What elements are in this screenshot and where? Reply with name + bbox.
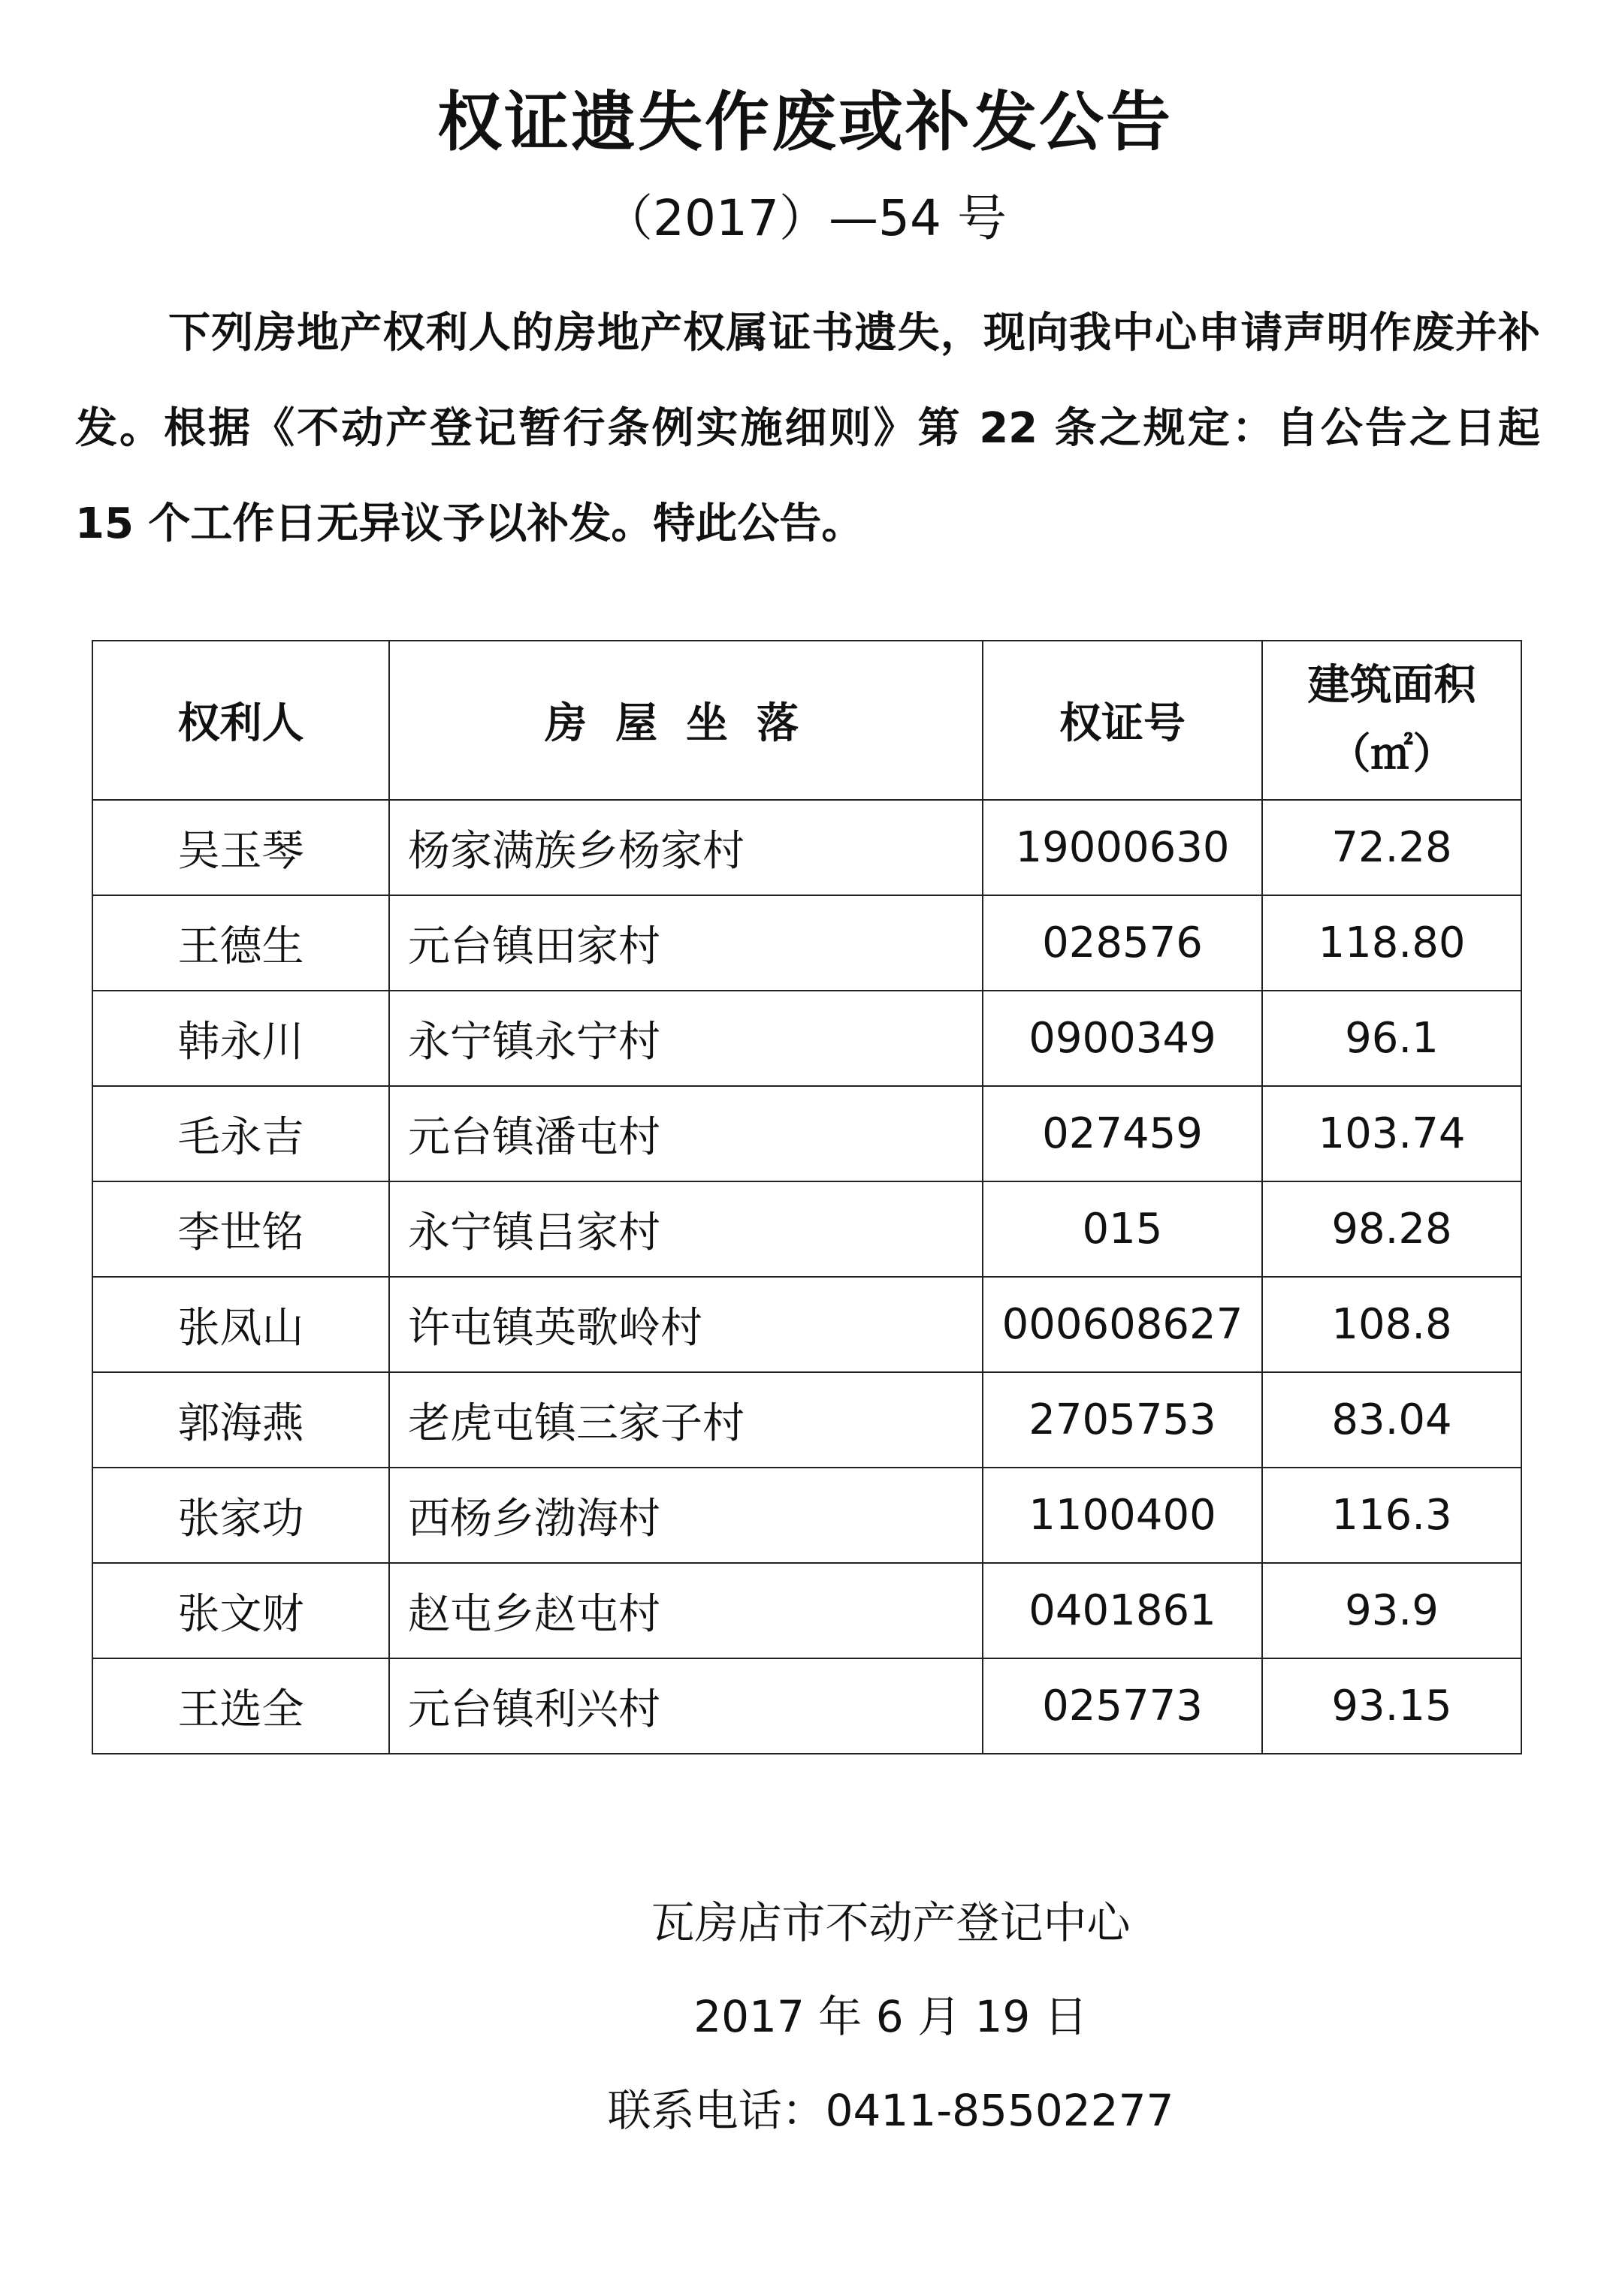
cell-floor-area: 98.28	[1262, 1181, 1521, 1277]
table-row	[92, 991, 1521, 1086]
cell-floor-area: 118.80	[1262, 895, 1521, 991]
header-floor-area	[1262, 641, 1521, 800]
header-cert-number: 权证号	[983, 641, 1262, 800]
cell-floor-area: 96.1	[1262, 991, 1521, 1086]
cell-cert-number: 2705753	[983, 1372, 1262, 1468]
cell-owner: 吴玉琴	[92, 800, 389, 895]
cell-address: 永宁镇吕家村	[389, 1181, 983, 1277]
document-number: （2017）—54 号	[603, 189, 1007, 247]
cell-address: 赵屯乡赵屯村	[389, 1563, 983, 1658]
cell-address: 许屯镇英歌岭村	[389, 1277, 983, 1372]
cell-owner: 王选全	[92, 1658, 389, 1754]
cell-floor-area: 108.8	[1262, 1277, 1521, 1372]
cell-owner: 王德生	[92, 895, 389, 991]
cell-owner: 张家功	[92, 1468, 389, 1563]
table-header-row	[92, 641, 1521, 800]
cell-cert-number: 0900349	[983, 991, 1262, 1086]
header-address: 房屋坐落	[389, 641, 983, 800]
lost-certificates-table	[92, 640, 1521, 1754]
cell-cert-number: 1100400	[983, 1468, 1262, 1563]
cell-floor-area: 93.9	[1262, 1563, 1521, 1658]
table-row	[92, 1181, 1521, 1277]
table-row	[92, 800, 1521, 895]
cell-cert-number: 028576	[983, 895, 1262, 991]
cell-address: 元台镇潘屯村	[389, 1086, 983, 1181]
cell-address: 永宁镇永宁村	[389, 991, 983, 1086]
notice-intro-paragraph: 下列房地产权利人的房地产权属证书遗失，现向我中心申请声明作废并补发。根据《不动产登记暂行条例实施细则》第 22 条之规定：自公告之日起 15 个工作日无异议予以补发。特此公告。	[75, 309, 1540, 548]
header-floor-area-label: 建筑面积	[1307, 661, 1476, 710]
cell-address: 杨家满族乡杨家村	[389, 800, 983, 895]
table-row	[92, 1658, 1521, 1754]
cell-owner: 韩永川	[92, 991, 389, 1086]
table-row	[92, 1372, 1521, 1468]
contact-phone: 联系电话：0411-85502277	[607, 2085, 1174, 2136]
table-row	[92, 895, 1521, 991]
cell-cert-number: 19000630	[983, 800, 1262, 895]
cell-floor-area: 103.74	[1262, 1086, 1521, 1181]
table-row	[92, 1086, 1521, 1181]
cell-address: 元台镇利兴村	[389, 1658, 983, 1754]
cell-owner: 郭海燕	[92, 1372, 389, 1468]
issue-date: 2017 年 6 月 19 日	[693, 1991, 1088, 2042]
cell-cert-number: 000608627	[983, 1277, 1262, 1372]
notice-title: 权证遗失作废或补发公告	[437, 85, 1173, 160]
header-owner: 权利人	[92, 641, 389, 800]
cell-floor-area: 116.3	[1262, 1468, 1521, 1563]
header-floor-area-unit: （㎡）	[1328, 730, 1455, 779]
cell-owner: 李世铭	[92, 1181, 389, 1277]
cell-cert-number: 027459	[983, 1086, 1262, 1181]
cell-cert-number: 015	[983, 1181, 1262, 1277]
cell-cert-number: 0401861	[983, 1563, 1262, 1658]
cell-address: 老虎屯镇三家子村	[389, 1372, 983, 1468]
cell-floor-area: 72.28	[1262, 800, 1521, 895]
cell-address: 元台镇田家村	[389, 895, 983, 991]
cell-owner: 张文财	[92, 1563, 389, 1658]
table-row	[92, 1277, 1521, 1372]
table-row	[92, 1468, 1521, 1563]
cell-cert-number: 025773	[983, 1658, 1262, 1754]
cell-owner: 张凤山	[92, 1277, 389, 1372]
cell-floor-area: 93.15	[1262, 1658, 1521, 1754]
cell-address: 西杨乡渤海村	[389, 1468, 983, 1563]
cell-owner: 毛永吉	[92, 1086, 389, 1181]
table-row	[92, 1563, 1521, 1658]
cell-floor-area: 83.04	[1262, 1372, 1521, 1468]
issuing-organization: 瓦房店市不动产登记中心	[651, 1897, 1131, 1948]
